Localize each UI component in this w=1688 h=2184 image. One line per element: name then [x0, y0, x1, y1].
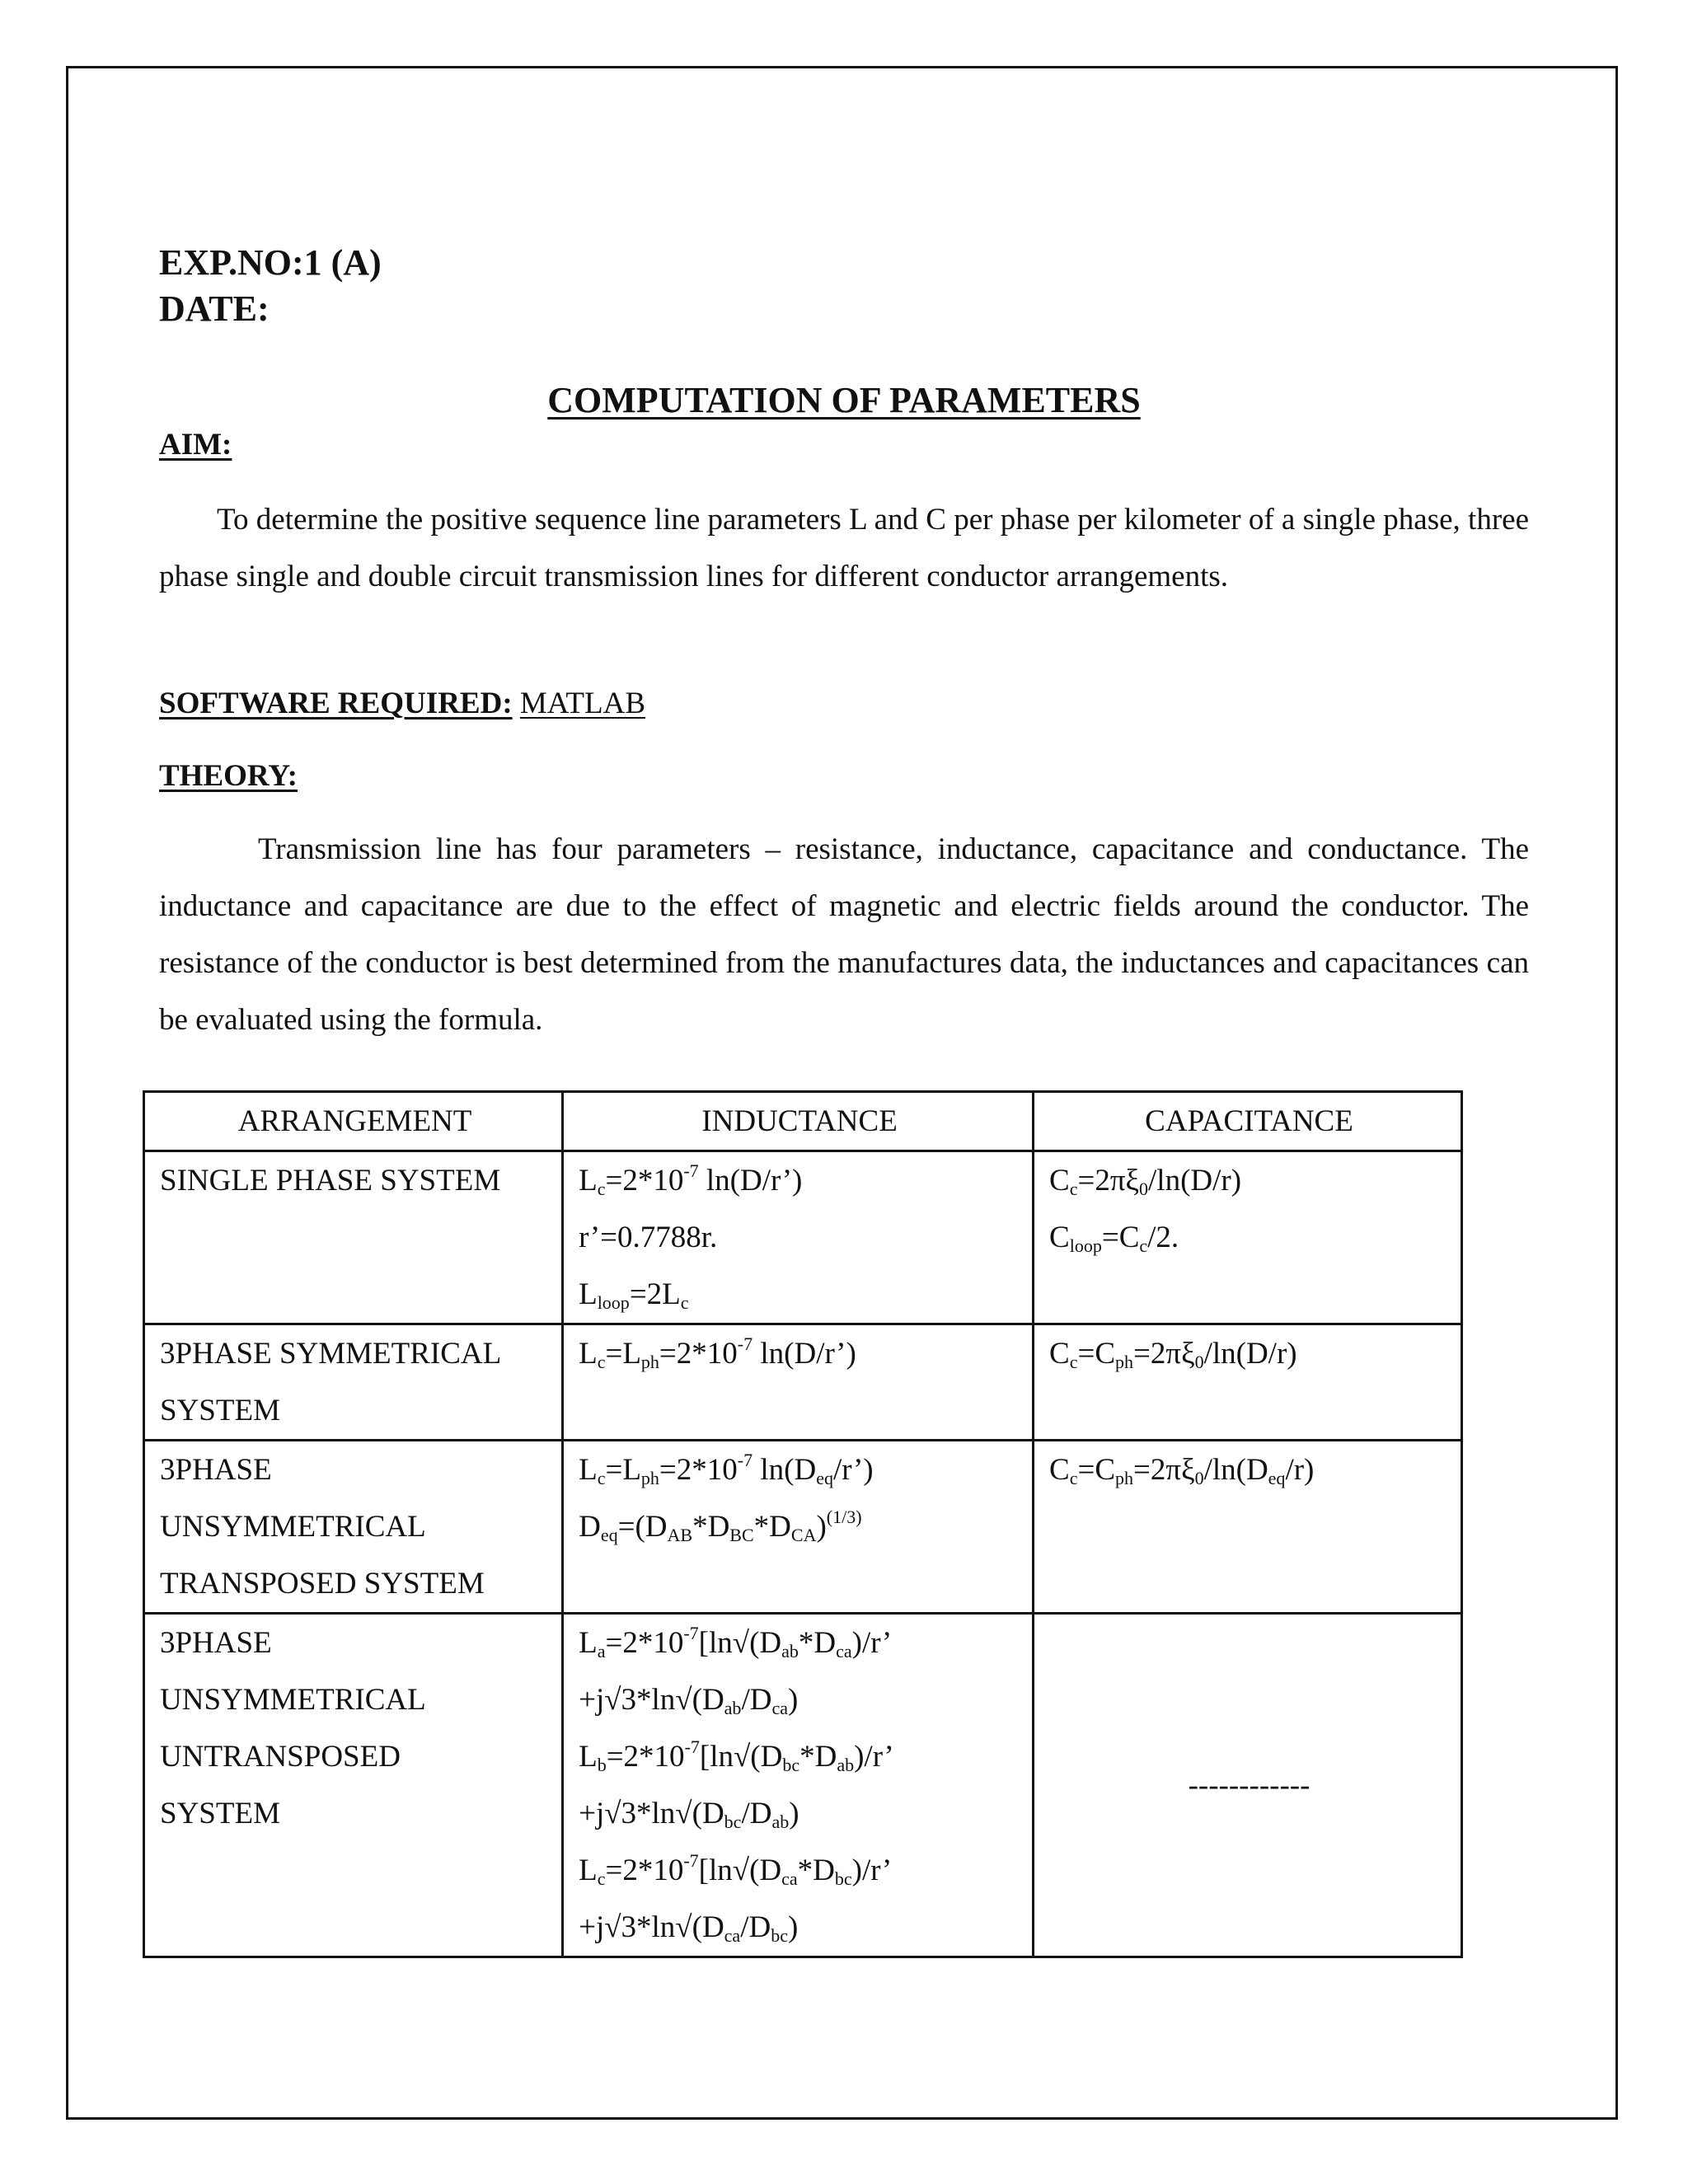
theory-paragraph	[159, 821, 1529, 1048]
arrangement-line: 3PHASE	[160, 1626, 272, 1660]
aim-paragraph	[159, 491, 1529, 605]
table-header-row	[144, 1092, 1462, 1151]
inductance-line: $+j√3*\ln√(D_{ab}/D_{ca})$	[579, 1683, 799, 1718]
software-label: SOFTWARE REQUIRED:	[159, 687, 513, 720]
header-capacitance: CAPACITANCE	[1034, 1092, 1462, 1151]
arrangement-line: SINGLE PHASE SYSTEM	[160, 1164, 501, 1197]
capacitance-cell	[1034, 1614, 1462, 1957]
table-row	[144, 1324, 1462, 1441]
software-value: MATLAB	[519, 687, 646, 720]
exp-number: EXP.NO:1 (A)	[159, 242, 382, 283]
page-title-text: COMPUTATION OF PARAMETERS	[547, 380, 1141, 420]
inductance-cell	[563, 1441, 1034, 1614]
capacitance-line: $C_c=C_{ph}=2\pi\xi_0/\ln(D_{eq}/r)$	[1049, 1453, 1315, 1488]
inductance-line: $L_b=2*10^{-7}[\ln√(D_{bc}*D_{ab})/r$’	[579, 1736, 894, 1775]
capacitance-cell	[1034, 1324, 1462, 1441]
arrangement-line: 3PHASE	[160, 1453, 272, 1487]
theory-text: Transmission line has four parameters – resistance, inductance, capacitance and conductance. The inductance and capacitance are due to the effect of magnetic and electric fields around the conductor. The resistance of the conductor is best determined from the manufactures data, the inductances and capacitances can be evaluated using the formula.	[159, 832, 1529, 1037]
arrangement-cell	[144, 1614, 563, 1957]
table-row	[144, 1614, 1462, 1957]
arrangement-line: SYSTEM	[160, 1394, 280, 1427]
inductance-line: $L_{loop}=2L_c$	[579, 1277, 689, 1313]
header-arrangement: ARRANGEMENT	[144, 1092, 563, 1151]
date-label: DATE:	[159, 288, 270, 329]
arrangement-line: TRANSPOSED SYSTEM	[160, 1567, 485, 1601]
aim-label: AIM:	[159, 428, 232, 462]
capacitance-line: $C_{loop}=C_c/2$.	[1049, 1221, 1179, 1256]
arrangement-line: UNTRANSPOSED	[160, 1740, 401, 1774]
inductance-cell	[563, 1324, 1034, 1441]
arrangement-cell	[144, 1324, 563, 1441]
inductance-line: r’=0.7788r.	[579, 1221, 718, 1254]
inductance-line: $D_{eq}=(D_{AB}*D_{BC}*D_{CA})^{(1/3)}$	[579, 1507, 862, 1545]
inductance-line: $L_a=2*10^{-7}[\ln√(D_{ab}*D_{ca})/r$’	[579, 1623, 893, 1661]
inductance-line: $L_c=2*10^{-7}$ ln(D/r’)	[579, 1160, 803, 1199]
inductance-line: $L_c=L_{ph}=2*10^{-7}$ $\ln(D_{eq}/r’)$	[579, 1450, 874, 1488]
arrangement-cell	[144, 1151, 563, 1324]
theory-label: THEORY:	[159, 759, 298, 793]
software-required	[159, 686, 645, 721]
inductance-cell	[563, 1614, 1034, 1957]
aim-text: To determine the positive sequence line parameters L and C per phase per kilometer of a single phase, three phase single and double circuit transmission lines for different conductor arrangements.	[159, 503, 1529, 593]
capacitance-line: $C_c=C_{ph}=2\pi\xi_0/\ln(D/r)$	[1049, 1337, 1297, 1372]
inductance-line: $L_c=L_{ph}=2*10^{-7}$ ln(D/r’)	[579, 1333, 856, 1372]
header-inductance: INDUCTANCE	[563, 1092, 1034, 1151]
arrangement-line: UNSYMMETRICAL	[160, 1683, 426, 1717]
arrangement-line: UNSYMMETRICAL	[160, 1510, 426, 1544]
capacitance-cell	[1034, 1441, 1462, 1614]
inductance-line: $+j√3*\ln√(D_{bc}/D_{ab})$	[579, 1797, 799, 1832]
inductance-line: $L_c=2*10^{-7}[\ln√(D_{ca}*D_{bc})/r$’	[579, 1850, 893, 1889]
inductance-cell	[563, 1151, 1034, 1324]
arrangement-line: 3PHASE SYMMETRICAL	[160, 1337, 502, 1371]
parameters-table	[143, 1090, 1463, 1958]
table-row	[144, 1151, 1462, 1324]
inductance-line: $+j√3*\ln√(D_{ca}/D_{bc})$	[579, 1910, 799, 1946]
table-row	[144, 1441, 1462, 1614]
capacitance-cell	[1034, 1151, 1462, 1324]
arrangement-line: SYSTEM	[160, 1797, 280, 1830]
page-title	[0, 379, 1688, 421]
arrangement-cell	[144, 1441, 563, 1614]
capacitance-line: ------------	[1188, 1768, 1311, 1802]
capacitance-line: $C_c=2\pi\xi_0/\ln(D/r)$	[1049, 1164, 1242, 1199]
